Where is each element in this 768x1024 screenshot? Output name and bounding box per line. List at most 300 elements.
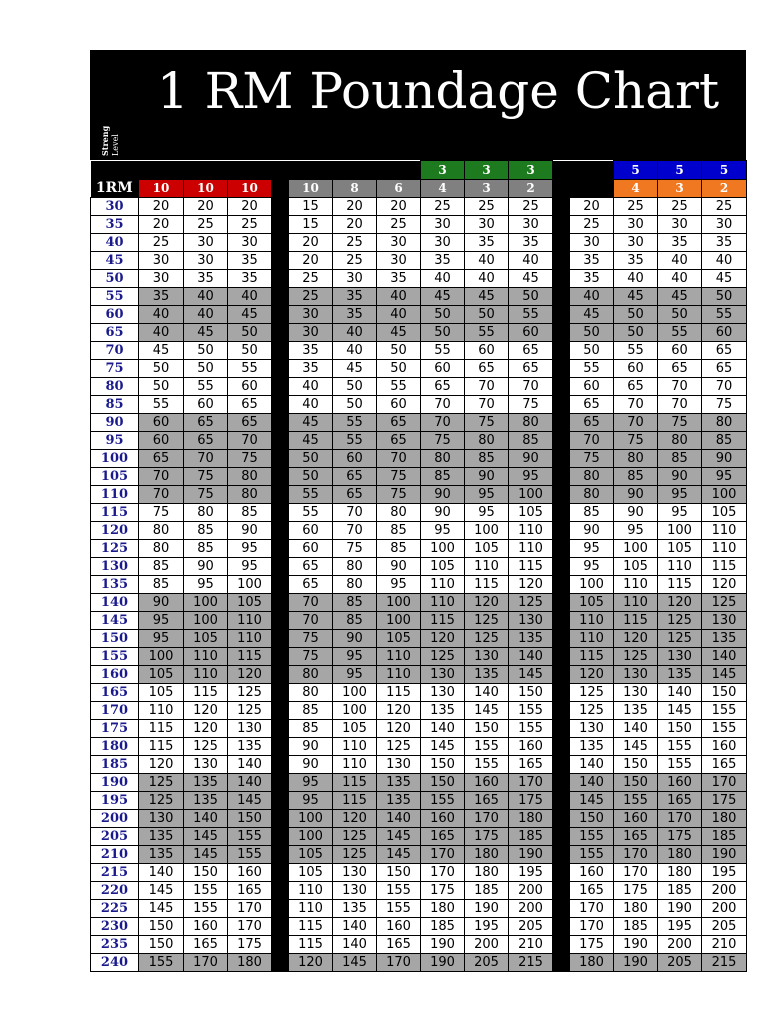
weight-cell: 155: [228, 828, 272, 846]
weight-cell: 110: [333, 738, 377, 756]
header-blank: [377, 161, 421, 180]
weight-cell: 50: [614, 324, 658, 342]
weight-cell: 35: [377, 270, 421, 288]
weight-cell: 115: [139, 738, 184, 756]
weight-cell: 65: [333, 486, 377, 504]
column-separator: [272, 702, 289, 720]
weight-cell: 155: [702, 720, 747, 738]
weight-cell: 50: [421, 324, 465, 342]
one-rm-value: 225: [91, 900, 139, 918]
one-rm-value: 160: [91, 666, 139, 684]
weight-cell: 80: [228, 468, 272, 486]
weight-cell: 115: [465, 576, 509, 594]
weight-cell: 55: [509, 306, 553, 324]
weight-cell: 55: [333, 432, 377, 450]
one-rm-value: 40: [91, 234, 139, 252]
weight-cell: 160: [377, 918, 421, 936]
column-separator: [272, 270, 289, 288]
weight-cell: 50: [702, 288, 747, 306]
weight-cell: 125: [228, 684, 272, 702]
weight-cell: 110: [421, 576, 465, 594]
one-rm-value: 155: [91, 648, 139, 666]
weight-cell: 70: [570, 432, 614, 450]
weight-cell: 25: [570, 216, 614, 234]
weight-cell: 125: [570, 684, 614, 702]
weight-cell: 135: [184, 774, 228, 792]
weight-cell: 60: [289, 522, 333, 540]
weight-cell: 55: [184, 378, 228, 396]
weight-cell: 150: [184, 864, 228, 882]
weight-cell: 125: [333, 828, 377, 846]
column-separator: [272, 576, 289, 594]
weight-cell: 115: [570, 648, 614, 666]
table-row: [91, 234, 747, 252]
weight-cell: 75: [614, 432, 658, 450]
weight-cell: 120: [614, 630, 658, 648]
one-rm-value: 210: [91, 846, 139, 864]
weight-cell: 110: [614, 594, 658, 612]
weight-cell: 80: [465, 432, 509, 450]
weight-cell: 95: [702, 468, 747, 486]
weight-cell: 105: [465, 540, 509, 558]
one-rm-value: 50: [91, 270, 139, 288]
weight-cell: 185: [702, 828, 747, 846]
weight-cell: 80: [702, 414, 747, 432]
column-separator: [272, 414, 289, 432]
header-blank: [139, 161, 184, 180]
weight-cell: 155: [139, 954, 184, 972]
weight-cell: 45: [333, 360, 377, 378]
weight-cell: 190: [509, 846, 553, 864]
weight-cell: 135: [377, 792, 421, 810]
weight-cell: 20: [377, 198, 421, 216]
weight-cell: 60: [702, 324, 747, 342]
weight-cell: 30: [377, 252, 421, 270]
weight-cell: 85: [333, 594, 377, 612]
weight-cell: 65: [184, 414, 228, 432]
weight-cell: 140: [184, 810, 228, 828]
weight-cell: 75: [570, 450, 614, 468]
column-separator: [272, 216, 289, 234]
weight-cell: 70: [289, 594, 333, 612]
weight-cell: 20: [570, 198, 614, 216]
table-row: [91, 702, 747, 720]
weight-cell: 65: [228, 414, 272, 432]
weight-cell: 40: [658, 252, 702, 270]
weight-cell: 165: [570, 882, 614, 900]
column-separator: [553, 216, 570, 234]
weight-cell: 110: [570, 612, 614, 630]
weight-cell: 170: [377, 954, 421, 972]
weight-cell: 60: [139, 414, 184, 432]
weight-cell: 105: [289, 846, 333, 864]
weight-cell: 35: [509, 234, 553, 252]
column-separator: [553, 954, 570, 972]
weight-cell: 55: [377, 378, 421, 396]
weight-cell: 120: [377, 720, 421, 738]
table-row: [91, 288, 747, 306]
table-row: [91, 810, 747, 828]
weight-cell: 135: [184, 792, 228, 810]
weight-cell: 135: [333, 900, 377, 918]
weight-cell: 20: [333, 198, 377, 216]
column-separator: [553, 612, 570, 630]
weight-cell: 150: [139, 918, 184, 936]
weight-cell: 150: [377, 864, 421, 882]
weight-cell: 20: [139, 216, 184, 234]
one-rm-value: 140: [91, 594, 139, 612]
weight-cell: 130: [570, 720, 614, 738]
weight-cell: 65: [509, 342, 553, 360]
one-rm-value: 30: [91, 198, 139, 216]
weight-cell: 105: [421, 558, 465, 576]
column-separator: [553, 360, 570, 378]
weight-cell: 200: [702, 882, 747, 900]
weight-cell: 35: [421, 252, 465, 270]
weight-cell: 90: [570, 522, 614, 540]
weight-cell: 90: [421, 486, 465, 504]
table-row: [91, 414, 747, 432]
weight-cell: 125: [228, 702, 272, 720]
weight-cell: 110: [570, 630, 614, 648]
weight-cell: 65: [509, 360, 553, 378]
weight-cell: 130: [702, 612, 747, 630]
weight-cell: 110: [702, 522, 747, 540]
weight-cell: 40: [184, 288, 228, 306]
weight-cell: 145: [509, 666, 553, 684]
column-separator: [553, 288, 570, 306]
weight-cell: 85: [377, 522, 421, 540]
column-separator: [272, 360, 289, 378]
weight-cell: 115: [509, 558, 553, 576]
weight-cell: 90: [289, 756, 333, 774]
weight-cell: 135: [139, 846, 184, 864]
table-row: [91, 882, 747, 900]
weight-cell: 70: [702, 378, 747, 396]
weight-cell: 95: [658, 486, 702, 504]
weight-cell: 165: [228, 882, 272, 900]
weight-cell: 125: [465, 612, 509, 630]
weight-cell: 145: [377, 828, 421, 846]
weight-cell: 95: [377, 576, 421, 594]
one-rm-value: 200: [91, 810, 139, 828]
weight-cell: 170: [465, 810, 509, 828]
weight-cell: 190: [421, 954, 465, 972]
column-separator: [272, 540, 289, 558]
weight-cell: 60: [333, 450, 377, 468]
weight-cell: 50: [465, 306, 509, 324]
column-separator: [272, 936, 289, 954]
table-row: [91, 450, 747, 468]
weight-cell: 20: [289, 252, 333, 270]
weight-cell: 200: [658, 936, 702, 954]
weight-cell: 190: [614, 954, 658, 972]
column-separator: [272, 720, 289, 738]
weight-cell: 140: [228, 774, 272, 792]
table-row: [91, 666, 747, 684]
one-rm-value: 100: [91, 450, 139, 468]
weight-cell: 20: [139, 198, 184, 216]
weight-cell: 110: [658, 558, 702, 576]
weight-cell: 60: [465, 342, 509, 360]
table-row: [91, 792, 747, 810]
weight-cell: 45: [377, 324, 421, 342]
weight-cell: 110: [184, 648, 228, 666]
column-separator: [553, 396, 570, 414]
weight-cell: 20: [289, 234, 333, 252]
one-rm-value: 135: [91, 576, 139, 594]
weight-cell: 170: [421, 846, 465, 864]
weight-cell: 215: [509, 954, 553, 972]
column-separator: [272, 684, 289, 702]
weight-cell: 85: [228, 504, 272, 522]
reps-count-cell: 10: [228, 180, 272, 198]
weight-cell: 40: [139, 306, 184, 324]
column-separator: [272, 252, 289, 270]
table-row: [91, 648, 747, 666]
weight-cell: 130: [377, 756, 421, 774]
weight-cell: 80: [658, 432, 702, 450]
weight-cell: 45: [614, 288, 658, 306]
table-row: [91, 576, 747, 594]
weight-cell: 120: [702, 576, 747, 594]
weight-cell: 75: [509, 396, 553, 414]
weight-cell: 60: [184, 396, 228, 414]
table-row: [91, 504, 747, 522]
weight-cell: 125: [139, 792, 184, 810]
weight-cell: 70: [421, 414, 465, 432]
table-row: [91, 900, 747, 918]
table-row: [91, 558, 747, 576]
column-separator: [272, 198, 289, 216]
weight-cell: 115: [289, 936, 333, 954]
weight-cell: 125: [377, 738, 421, 756]
weight-cell: 100: [333, 684, 377, 702]
weight-cell: 90: [228, 522, 272, 540]
table-row: [91, 378, 747, 396]
weight-cell: 165: [421, 828, 465, 846]
weight-cell: 85: [289, 720, 333, 738]
weight-cell: 180: [658, 864, 702, 882]
weight-cell: 120: [184, 720, 228, 738]
weight-cell: 65: [228, 396, 272, 414]
weight-cell: 105: [228, 594, 272, 612]
weight-cell: 100: [570, 576, 614, 594]
weight-cell: 65: [570, 396, 614, 414]
weight-cell: 110: [228, 612, 272, 630]
weight-cell: 135: [465, 666, 509, 684]
weight-cell: 115: [289, 918, 333, 936]
weight-cell: 30: [184, 252, 228, 270]
column-separator: [272, 324, 289, 342]
weight-cell: 65: [139, 450, 184, 468]
weight-cell: 105: [509, 504, 553, 522]
weight-cell: 95: [333, 666, 377, 684]
weight-cell: 55: [333, 414, 377, 432]
column-separator: [272, 468, 289, 486]
weight-cell: 45: [702, 270, 747, 288]
weight-cell: 105: [377, 630, 421, 648]
weight-cell: 100: [377, 612, 421, 630]
weight-cell: 25: [228, 216, 272, 234]
weight-cell: 100: [333, 702, 377, 720]
weight-cell: 180: [421, 900, 465, 918]
column-separator: [272, 594, 289, 612]
column-separator: [553, 702, 570, 720]
page-title: 1 RM Poundage Chart: [156, 62, 720, 120]
weight-cell: 30: [421, 216, 465, 234]
weight-cell: 85: [421, 468, 465, 486]
table-row: [91, 216, 747, 234]
strength-level-label: [98, 126, 132, 158]
weight-cell: 75: [184, 468, 228, 486]
weight-cell: 30: [184, 234, 228, 252]
weight-cell: 150: [421, 756, 465, 774]
column-separator: [272, 828, 289, 846]
weight-cell: 80: [139, 522, 184, 540]
weight-cell: 25: [289, 270, 333, 288]
one-rm-value: 70: [91, 342, 139, 360]
weight-cell: 205: [658, 954, 702, 972]
weight-cell: 30: [289, 324, 333, 342]
table-row: [91, 756, 747, 774]
weight-cell: 25: [333, 234, 377, 252]
weight-cell: 75: [184, 486, 228, 504]
weight-cell: 130: [421, 684, 465, 702]
weight-cell: 25: [614, 198, 658, 216]
weight-cell: 120: [509, 576, 553, 594]
one-rm-value: 125: [91, 540, 139, 558]
weight-cell: 55: [421, 342, 465, 360]
table-row: [91, 612, 747, 630]
weight-cell: 65: [377, 414, 421, 432]
weight-cell: 120: [228, 666, 272, 684]
sets-count-cell: 5: [614, 161, 658, 180]
weight-cell: 130: [658, 648, 702, 666]
weight-cell: 45: [421, 288, 465, 306]
weight-cell: 175: [702, 792, 747, 810]
table-row: [91, 936, 747, 954]
table-row: [91, 540, 747, 558]
weight-cell: 100: [465, 522, 509, 540]
one-rm-value: 240: [91, 954, 139, 972]
weight-cell: 65: [289, 558, 333, 576]
weight-cell: 105: [570, 594, 614, 612]
column-separator: [272, 666, 289, 684]
column-separator: [553, 882, 570, 900]
one-rm-value: 170: [91, 702, 139, 720]
weight-cell: 95: [184, 576, 228, 594]
weight-cell: 110: [333, 756, 377, 774]
weight-cell: 155: [184, 882, 228, 900]
weight-cell: 50: [333, 378, 377, 396]
weight-cell: 155: [465, 756, 509, 774]
weight-cell: 95: [465, 504, 509, 522]
one-rm-value: 235: [91, 936, 139, 954]
weight-cell: 100: [289, 810, 333, 828]
weight-cell: 170: [228, 900, 272, 918]
column-separator: [553, 792, 570, 810]
reps-count-cell: 10: [139, 180, 184, 198]
weight-cell: 210: [509, 936, 553, 954]
column-separator: [272, 612, 289, 630]
weight-cell: 30: [614, 216, 658, 234]
weight-cell: 80: [614, 450, 658, 468]
weight-cell: 50: [333, 396, 377, 414]
weight-cell: 185: [421, 918, 465, 936]
poundage-chart-sheet: [90, 50, 746, 972]
weight-cell: 25: [509, 198, 553, 216]
column-separator: [272, 432, 289, 450]
weight-cell: 90: [184, 558, 228, 576]
weight-cell: 65: [377, 432, 421, 450]
weight-cell: 65: [702, 342, 747, 360]
column-separator: [272, 738, 289, 756]
weight-cell: 90: [614, 486, 658, 504]
weight-cell: 35: [614, 252, 658, 270]
weight-cell: 95: [289, 774, 333, 792]
one-rm-value: 85: [91, 396, 139, 414]
weight-cell: 175: [509, 792, 553, 810]
column-separator: [272, 756, 289, 774]
weight-cell: 100: [421, 540, 465, 558]
weight-cell: 95: [228, 558, 272, 576]
weight-cell: 20: [184, 198, 228, 216]
weight-cell: 40: [377, 306, 421, 324]
weight-cell: 215: [702, 954, 747, 972]
weight-cell: 160: [465, 774, 509, 792]
one-rm-value: 105: [91, 468, 139, 486]
weight-cell: 55: [570, 360, 614, 378]
one-rm-value: 55: [91, 288, 139, 306]
weight-cell: 30: [421, 234, 465, 252]
weight-cell: 175: [570, 936, 614, 954]
weight-cell: 120: [139, 756, 184, 774]
weight-cell: 35: [139, 288, 184, 306]
weight-cell: 185: [658, 882, 702, 900]
weight-cell: 25: [377, 216, 421, 234]
weight-cell: 120: [658, 594, 702, 612]
weight-cell: 40: [658, 270, 702, 288]
weight-cell: 40: [333, 342, 377, 360]
column-separator: [272, 810, 289, 828]
weight-cell: 30: [139, 270, 184, 288]
reps-count-cell: 8: [333, 180, 377, 198]
weight-cell: 85: [289, 702, 333, 720]
table-row: [91, 270, 747, 288]
weight-cell: 190: [421, 936, 465, 954]
weight-cell: 40: [465, 252, 509, 270]
weight-cell: 125: [614, 648, 658, 666]
weight-cell: 175: [228, 936, 272, 954]
weight-cell: 150: [702, 684, 747, 702]
column-separator: [553, 918, 570, 936]
weight-cell: 130: [614, 684, 658, 702]
weight-cell: 70: [333, 504, 377, 522]
one-rm-value: 220: [91, 882, 139, 900]
one-rm-value: 190: [91, 774, 139, 792]
weight-cell: 120: [421, 630, 465, 648]
table-row: [91, 360, 747, 378]
weight-cell: 165: [658, 792, 702, 810]
weight-cell: 115: [614, 612, 658, 630]
one-rm-value: 60: [91, 306, 139, 324]
weight-cell: 170: [702, 774, 747, 792]
weight-cell: 50: [570, 324, 614, 342]
weight-cell: 140: [465, 684, 509, 702]
column-separator: [272, 234, 289, 252]
weight-cell: 190: [614, 936, 658, 954]
